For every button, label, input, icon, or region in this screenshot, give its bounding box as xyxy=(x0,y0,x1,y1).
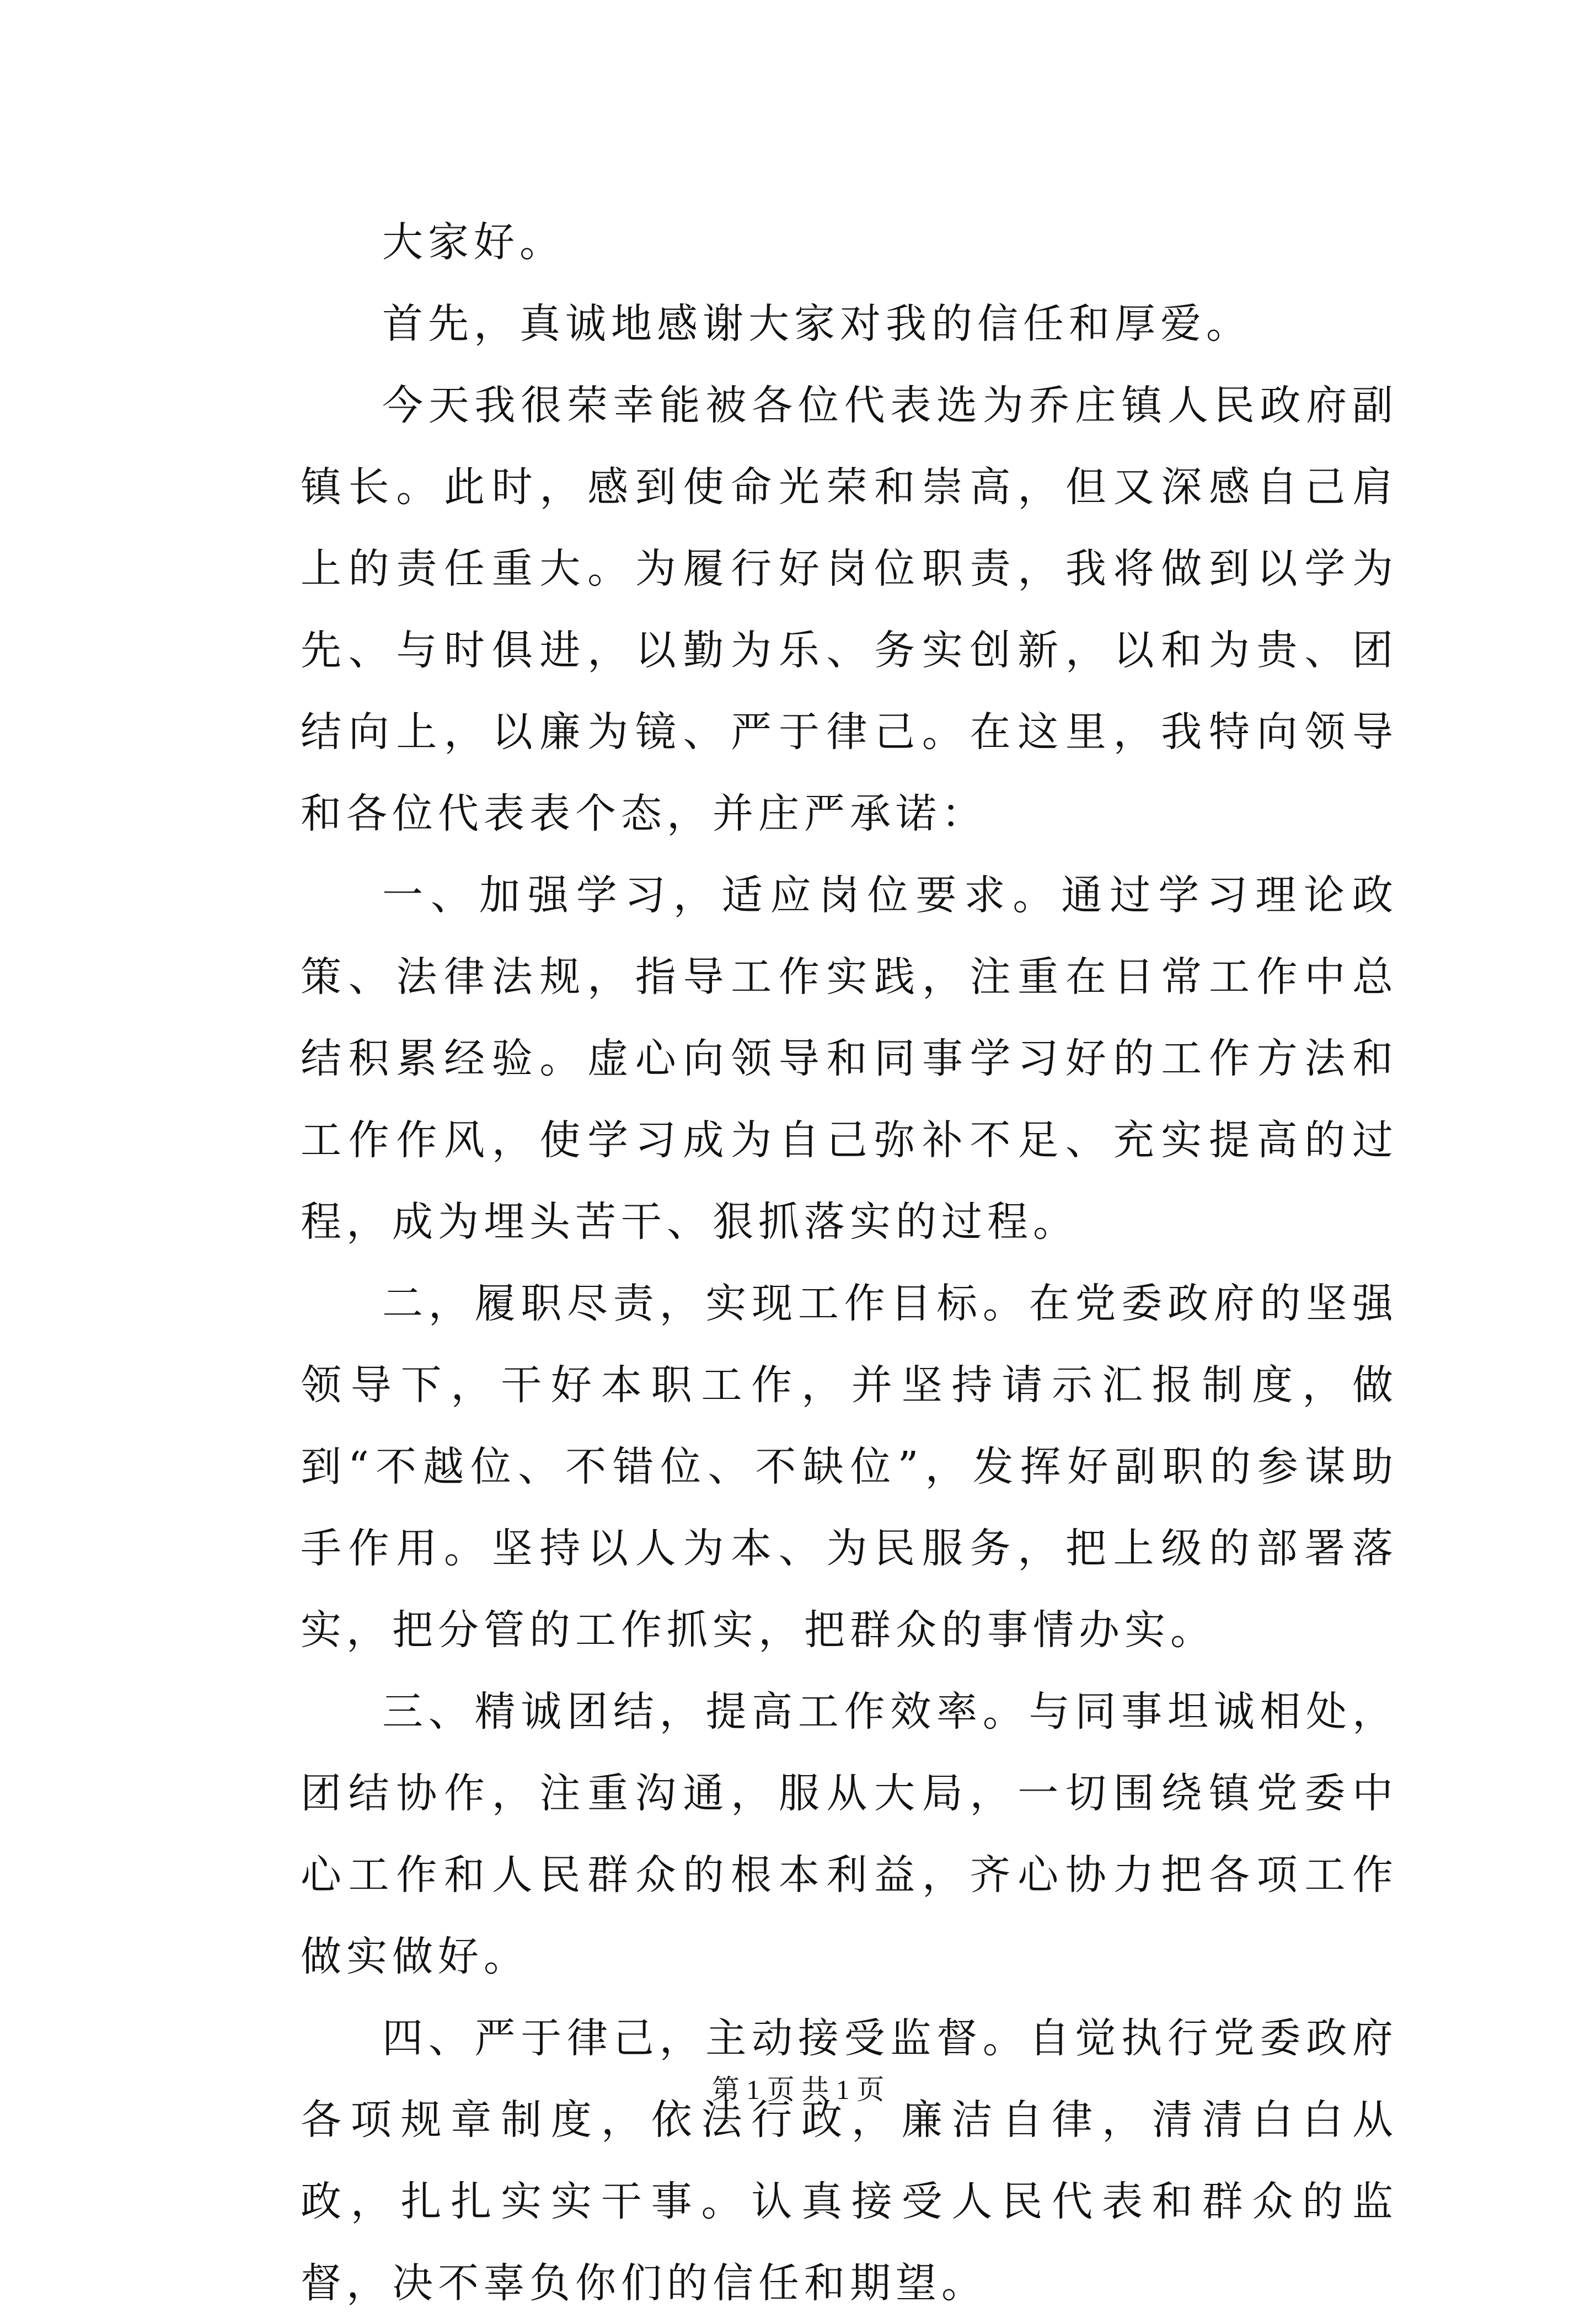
paragraph-point-three: 三、精诚团结，提高工作效率。与同事坦诚相处，团结协作，注重沟通，服从大局，一切围绕镇党委中心工作和人民群众的根本利益，齐心协力把各项工作做实做好。 xyxy=(301,1688,1398,1980)
paragraph-point-four: 四、严于律己，主动接受监督。自觉执行党委政府各项规章制度，依法行政，廉洁自律，清清白白从政，扎扎实实干事。认真接受人民代表和群众的监督，决不辜负你们的信任和期望。 xyxy=(301,2015,1398,2307)
paragraph-introduction: 今天我很荣幸能被各位代表选为乔庄镇人民政府副镇长。此时，感到使命光荣和崇高，但又深感自己肩上的责任重大。为履行好岗位职责，我将做到以学为先、与时俱进，以勤为乐、务实创新，以和为贵、团结向上，以廉为镜、严于律己。在这里，我特向领导和各位代表表个态，并庄严承诺： xyxy=(301,382,1398,837)
paragraph-greeting: 大家好。 xyxy=(382,218,565,266)
paragraph-point-two: 二，履职尽责，实现工作目标。在党委政府的坚强领导下，干好本职工作，并坚持请示汇报制度，做到“不越位、不错位、不缺位”，发挥好副职的参谋助手作用。坚持以人为本、为民服务，把上级的部署落实，把分管的工作抓实，把群众的事情办实。 xyxy=(301,1280,1398,1654)
page-footer xyxy=(0,2073,1596,2106)
page-number-label: 第 1 页 共 1 页 xyxy=(711,2074,885,2105)
paragraph-thanks: 首先，真诚地感谢大家对我的信任和厚爱。 xyxy=(382,300,1252,348)
document-body xyxy=(301,201,1398,2324)
paragraph-point-one: 一、加强学习，适应岗位要求。通过学习理论政策、法律法规，指导工作实践，注重在日常工作中总结积累经验。虚心向领导和同事学习好的工作方法和工作作风，使学习成为自己弥补不足、充实提高的过程，成为埋头苦干、狠抓落实的过程。 xyxy=(301,872,1398,1246)
